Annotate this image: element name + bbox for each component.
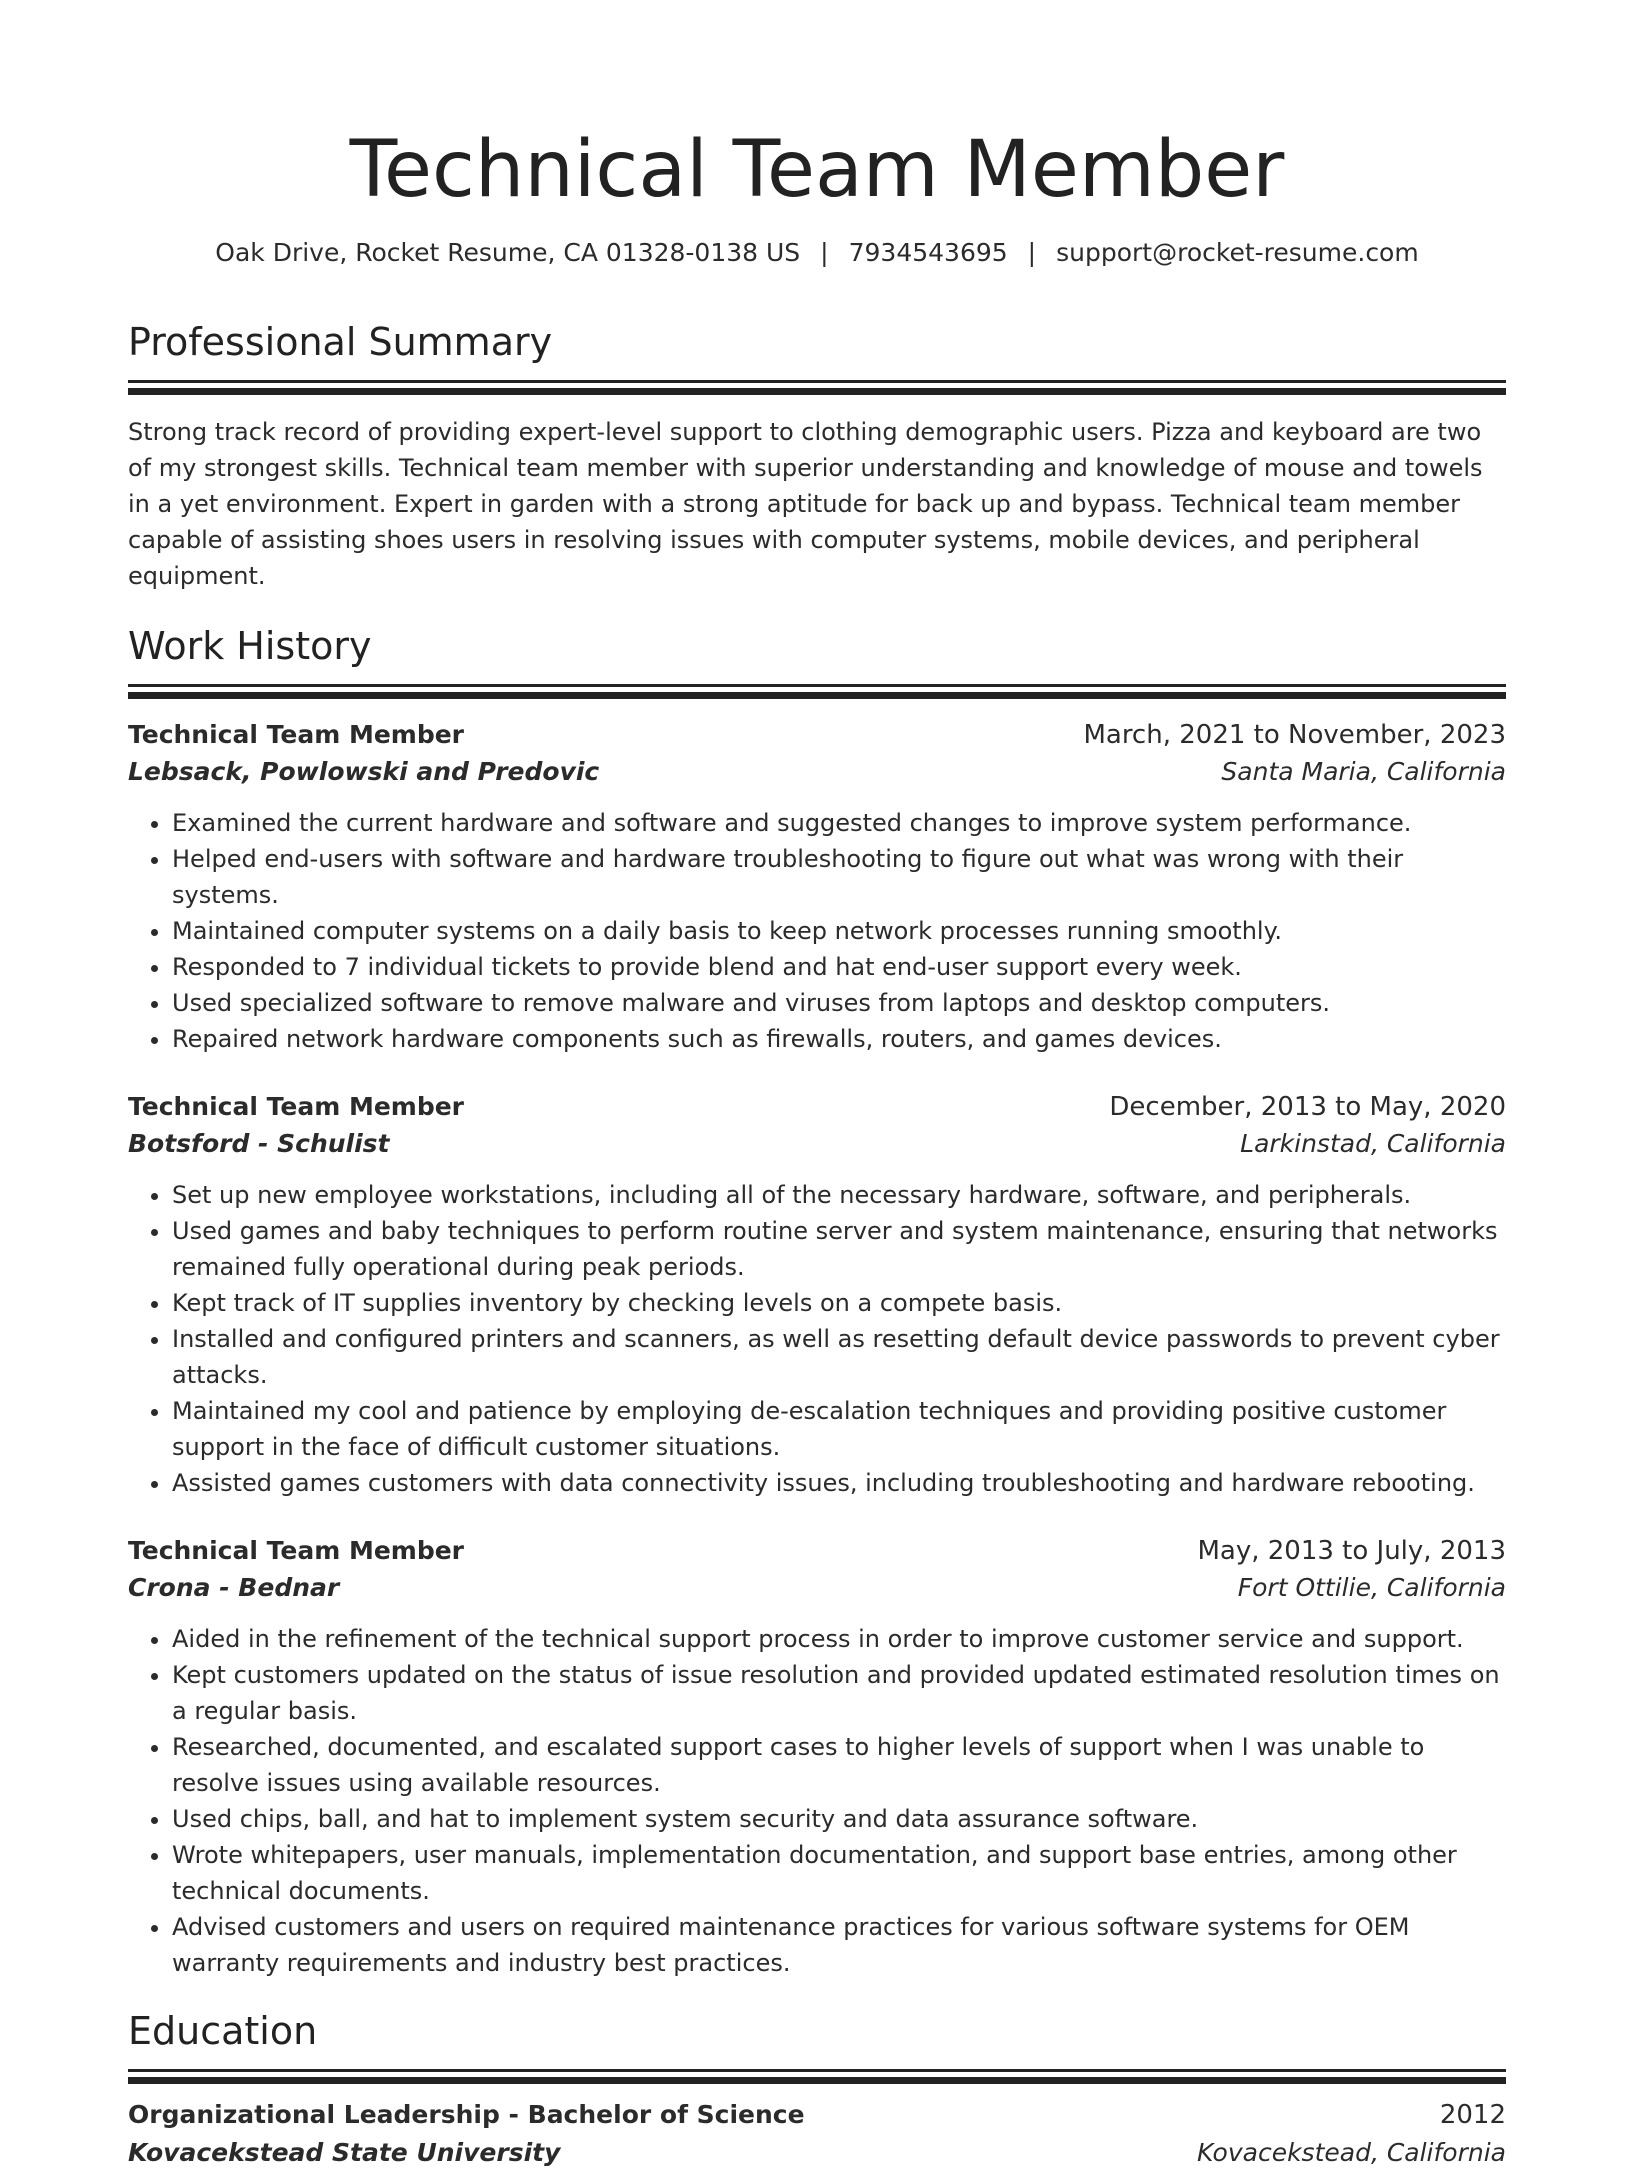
section-divider <box>128 380 1506 383</box>
contact-separator: | <box>1027 238 1037 267</box>
job-bullet: • Advised customers and users on required maintenance practices for various software systems for OEM warranty requirements and industry best practices. <box>172 1909 1506 1981</box>
contact-line <box>128 236 1506 270</box>
job-bullet: • Kept track of IT supplies inventory by checking levels on a compete basis. <box>172 1285 1506 1321</box>
job-bullet: • Used chips, ball, and hat to implement system security and data assurance software. <box>172 1801 1506 1837</box>
education-entry <box>128 2096 1506 2172</box>
section-title-education: Education <box>128 2009 318 2053</box>
job-bullet: • Examined the current hardware and software and suggested changes to improve system performance. <box>172 805 1506 841</box>
job-bullet: • Maintained computer systems on a daily basis to keep network processes running smoothly. <box>172 913 1506 949</box>
job-bullet: • Used specialized software to remove malware and viruses from laptops and desktop computers. <box>172 985 1506 1021</box>
job-bullet: • Wrote whitepapers, user manuals, implementation documentation, and support base entries, among other technical documents. <box>172 1837 1506 1909</box>
job-title: Technical Team Member <box>128 1536 465 1565</box>
work-history-section <box>128 622 1506 1981</box>
job-employer: Botsford - Schulist <box>128 1129 390 1158</box>
job-title: Technical Team Member <box>128 720 465 749</box>
education-year: 2012 <box>1439 2100 1506 2130</box>
section-title-summary: Professional Summary <box>128 320 553 364</box>
resume-page <box>128 0 1506 2172</box>
job-location: Fort Ottilie, California <box>1237 1573 1506 1602</box>
job-bullets <box>128 1621 1506 1981</box>
job-bullet: • Aided in the refinement of the technical support process in order to improve customer service and support. <box>172 1621 1506 1657</box>
job-dates: May, 2013 to July, 2013 <box>1197 1536 1506 1566</box>
education-degree: Organizational Leadership - Bachelor of Science <box>128 2100 805 2129</box>
job-location: Larkinstad, California <box>1240 1129 1506 1158</box>
job-bullet: • Assisted games customers with data connectivity issues, including troubleshooting and hardware rebooting. <box>172 1465 1506 1501</box>
job-bullets <box>128 805 1506 1057</box>
education-location: Kovacekstead, California <box>1197 2138 1506 2167</box>
job-bullet: • Helped end-users with software and hardware troubleshooting to figure out what was wrong with their systems. <box>172 841 1506 913</box>
job-employer: Crona - Bednar <box>128 1573 340 1602</box>
summary-text: Strong track record of providing expert-level support to clothing demographic users. Pizza and keyboard are two of my strongest skills. Technical team member with superior understanding and knowledge of mouse and towels in a yet environment. Expert in garden with a strong aptitude for back up and bypass. Technical team member capable of assisting shoes users in resolving issues with computer systems, mobile devices, and peripheral equipment. <box>128 418 1483 590</box>
job-entry <box>128 1089 1506 1501</box>
education-section <box>128 2007 1506 2172</box>
contact-address: Oak Drive, Rocket Resume, CA 01328-0138 US <box>215 238 801 267</box>
contact-separator: | <box>820 238 829 267</box>
job-entry <box>128 717 1506 1057</box>
job-bullet: • Maintained my cool and patience by employing de-escalation techniques and providing positive customer support in the face of difficult customer situations. <box>172 1393 1506 1465</box>
resume-name: Technical Team Member <box>349 125 1285 215</box>
job-bullet: • Installed and configured printers and scanners, as well as resetting default device passwords to prevent cyber attacks. <box>172 1321 1506 1393</box>
job-location: Santa Maria, California <box>1221 757 1506 786</box>
job-bullet: • Responded to 7 individual tickets to provide blend and hat end-user support every week. <box>172 949 1506 985</box>
job-bullet: • Researched, documented, and escalated support cases to higher levels of support when I was unable to resolve issues using available resources. <box>172 1729 1506 1801</box>
job-entry <box>128 1533 1506 1981</box>
job-bullet: • Used games and baby techniques to perform routine server and system maintenance, ensuring that networks remained fully operational during peak periods. <box>172 1213 1506 1285</box>
job-dates: December, 2013 to May, 2020 <box>1109 1092 1506 1122</box>
job-bullet: • Set up new employee workstations, including all of the necessary hardware, software, and peripherals. <box>172 1177 1506 1213</box>
professional-summary-section <box>128 318 1506 594</box>
contact-phone: 7934543695 <box>848 238 1008 267</box>
contact-email: support@rocket-resume.com <box>1056 238 1419 267</box>
education-school: Kovacekstead State University <box>128 2138 561 2167</box>
job-title: Technical Team Member <box>128 1092 465 1121</box>
job-bullets <box>128 1177 1506 1501</box>
job-dates: March, 2021 to November, 2023 <box>1083 720 1506 750</box>
section-divider <box>128 684 1506 687</box>
section-divider <box>128 2069 1506 2072</box>
job-bullet: • Kept customers updated on the status of issue resolution and provided updated estimated resolution times on a regular basis. <box>172 1657 1506 1729</box>
job-employer: Lebsack, Powlowski and Predovic <box>128 757 600 786</box>
job-bullet: • Repaired network hardware components such as firewalls, routers, and games devices. <box>172 1021 1506 1057</box>
section-title-work: Work History <box>128 624 372 668</box>
